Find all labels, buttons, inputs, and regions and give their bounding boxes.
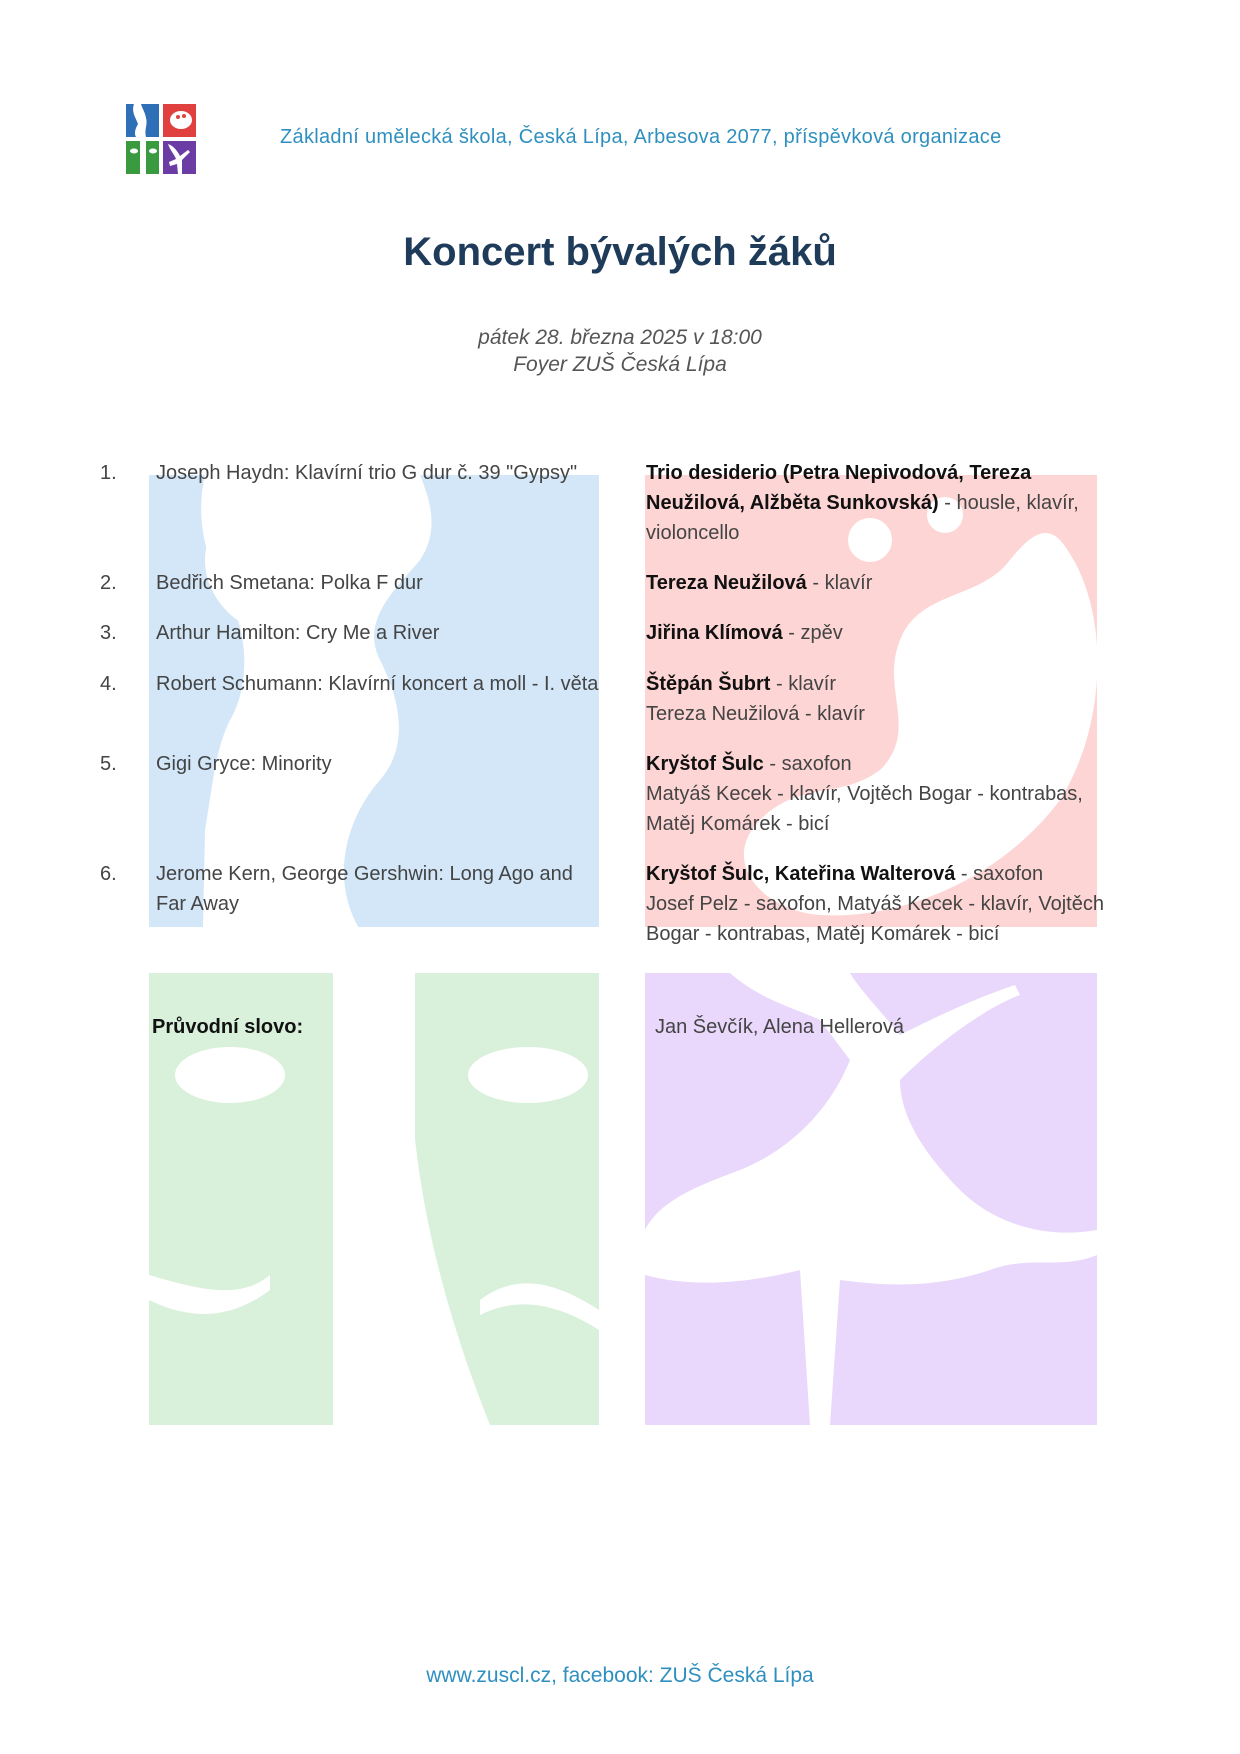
program-item-piece: Joseph Haydn: Klavírní trio G dur č. 39 "Gypsy": [156, 462, 578, 484]
program-item-piece: Jerome Kern, George Gershwin: Long Ago and Far Away: [156, 863, 573, 915]
program-item-performers: [646, 568, 1116, 598]
program-item-number: 3.: [100, 622, 117, 644]
performers-main: Kryštof Šulc, Kateřina Walterová: [646, 863, 956, 885]
accompanying-word-names: Jan Ševčík, Alena Hellerová: [655, 1016, 905, 1038]
program-item-piece: Arthur Hamilton: Cry Me a River: [156, 622, 440, 644]
program-item-number: 6.: [100, 863, 117, 885]
program-item-performers: [646, 859, 1116, 949]
page-title: Koncert bývalých žáků: [403, 230, 837, 274]
event-date-time: pátek 28. března 2025 v 18:00: [478, 326, 762, 349]
program-item-piece: Bedřich Smetana: Polka F dur: [156, 572, 423, 594]
program-item-number: 2.: [100, 572, 117, 594]
school-logo: [126, 104, 196, 174]
performers-instrument: - klavír: [770, 673, 837, 695]
program-item-performers: [646, 669, 1116, 729]
performers-main: Trio desiderio (Petra Nepivodová, Tereza Neužilová, Alžběta Sunkovská): [646, 462, 1032, 514]
performers-main: Kryštof Šulc: [646, 753, 764, 775]
performers-additional: Tereza Neužilová - klavír: [646, 703, 865, 725]
accompanying-word-label: Průvodní slovo:: [152, 1016, 304, 1038]
performers-main: Jiřina Klímová: [646, 622, 783, 644]
program-item-performers: [646, 749, 1116, 839]
school-name: Základní umělecká škola, Česká Lípa, Arbesova 2077, příspěvková organizace: [280, 126, 1002, 148]
program-item-performers: [646, 458, 1116, 548]
footer-links[interactable]: www.zuscl.cz, facebook: ZUŠ Česká Lípa: [426, 1664, 814, 1687]
program-item-number: 4.: [100, 673, 117, 695]
program-item-piece: Gigi Gryce: Minority: [156, 753, 332, 775]
performers-main: Štěpán Šubrt: [646, 673, 771, 695]
program-item-number: 5.: [100, 753, 117, 775]
program-item-piece: Robert Schumann: Klavírní koncert a moll - I. věta: [156, 673, 599, 695]
program-item-number: 1.: [100, 462, 117, 484]
performers-instrument: - saxofon: [955, 863, 1044, 885]
performers-main: Tereza Neužilová: [646, 572, 807, 594]
performers-instrument: - saxofon: [763, 753, 852, 775]
event-venue: Foyer ZUŠ Česká Lípa: [513, 353, 727, 376]
performers-instrument: - housle, klavír, violoncello: [646, 492, 1079, 544]
performers-additional: Josef Pelz - saxofon, Matyáš Kecek - klavír, Vojtěch Bogar - kontrabas, Matěj Komárek - bicí: [646, 893, 1104, 945]
performers-instrument: - klavír: [806, 572, 873, 594]
program-item-performers: [646, 618, 1116, 648]
performers-instrument: - zpěv: [782, 622, 843, 644]
performers-additional: Matyáš Kecek - klavír, Vojtěch Bogar - kontrabas, Matěj Komárek - bicí: [646, 783, 1083, 835]
